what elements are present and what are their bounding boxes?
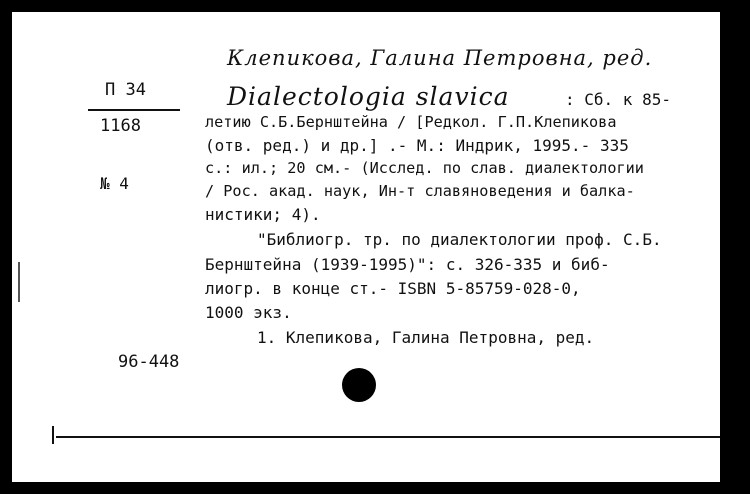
bottom-rule [56, 436, 720, 438]
body-line-6: нистики; 4). [205, 205, 321, 224]
shelfmark-divider [88, 109, 180, 111]
body-line-2: летию С.Б.Бернштейна / [Редкол. Г.П.Клепикова [205, 113, 617, 131]
bottom-mark [52, 426, 54, 444]
inventory-number: 96-448 [118, 352, 180, 372]
handwritten-author: Клепикова, Галина Петровна, ред. [227, 46, 653, 70]
shelfmark: П 34 [105, 80, 146, 100]
accession-number: 1168 [100, 116, 141, 136]
body-line-4: с.: ил.; 20 см.- (Исслед. по слав. диалектологии [205, 159, 644, 177]
body-line-9: лиогр. в конце ст.- ISBN 5-85759-028-0, [205, 279, 581, 298]
series-number: № 4 [100, 174, 129, 193]
body-line-11: 1. Клепикова, Галина Петровна, ред. [257, 328, 595, 347]
catalog-card [12, 12, 720, 482]
body-line-10: 1000 экз. [205, 303, 292, 322]
body-line-3: (отв. ред.) и др.] .- М.: Индрик, 1995.- 335 [205, 136, 629, 155]
punch-hole [342, 368, 376, 402]
body-line-5: / Рос. акад. наук, Ин-т славяноведения и балка- [205, 182, 635, 200]
body-line-1: : Сб. к 85- [565, 90, 671, 109]
margin-mark [18, 262, 20, 302]
handwritten-title: Dialectologia slavica [227, 82, 510, 111]
body-line-8: Бернштейна (1939-1995)": с. 326-335 и биб- [205, 255, 610, 274]
body-line-7: "Библиогр. тр. по диалектологии проф. С.Б. [257, 230, 662, 249]
